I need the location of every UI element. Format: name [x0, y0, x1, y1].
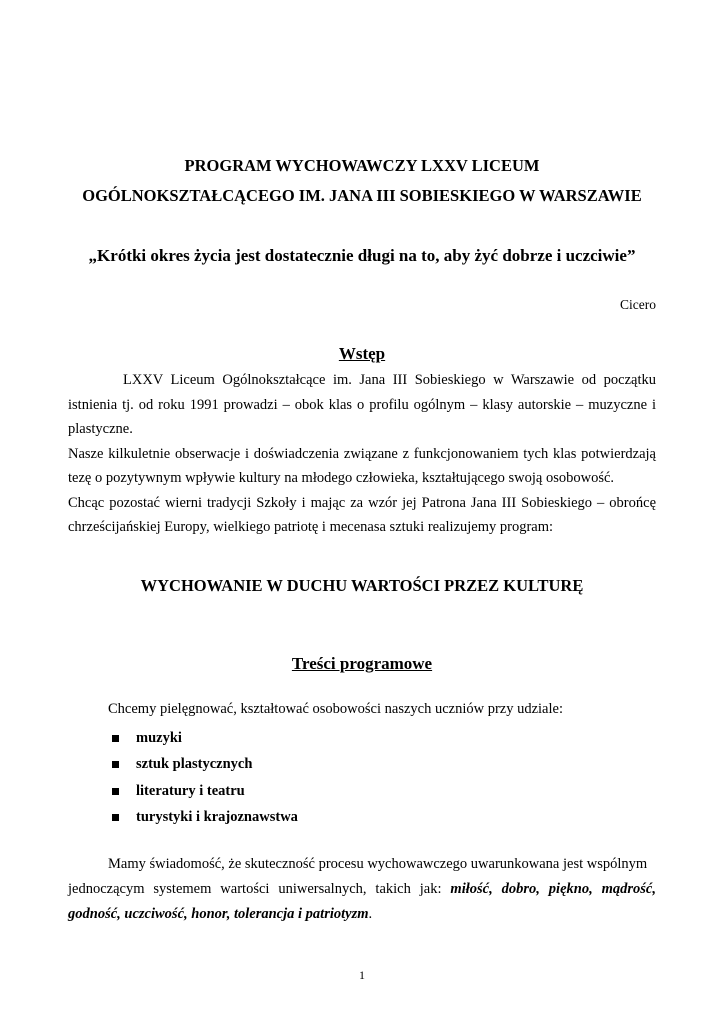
square-bullet-icon [112, 814, 119, 821]
intro-paragraph-line: Chcąc pozostać wierni tradycji Szkoły i mając za wzór jej Patrona Jana III Sobieskiego – obrońcę [68, 494, 656, 511]
document-title-line-2: OGÓLNOKSZTAŁCĄCEGO IM. JANA III SOBIESKIEGO W WARSZAWIE [82, 186, 642, 205]
square-bullet-icon [112, 735, 119, 742]
list-item [110, 805, 298, 832]
page-number: 1 [359, 968, 365, 982]
list-item [110, 725, 298, 752]
closing-line [68, 902, 656, 927]
closing-line-end: . [368, 906, 373, 922]
values-list: godność, uczciwość, honor, tolerancja i patriotyzm [68, 906, 369, 922]
square-bullet-icon [112, 788, 119, 795]
intro-paragraph-line: chrześcijańskiej Europy, wielkiego patriotę i mecenasa sztuki realizujemy program: [68, 519, 554, 535]
intro-heading [0, 344, 724, 364]
content-heading-text: Treści programowe [291, 654, 433, 673]
document-title-line-1: PROGRAM WYCHOWAWCZY LXXV LICEUM [184, 156, 540, 175]
intro-paragraph-line: plastyczne. [68, 421, 133, 437]
list-item-label: literatury i teatru [136, 782, 245, 799]
intro-paragraph-line: Nasze kilkuletnie obserwacje i doświadczenia związane z funkcjonowaniem tych klas potwierdzają [68, 445, 656, 462]
list-item-label: sztuk plastycznych [136, 756, 253, 773]
intro-paragraph-line: istnienia tj. od roku 1991 prowadzi – obok klas o profilu ogólnym – klasy autorskie – muzyczne i [68, 396, 656, 413]
list-item-label: turystyki i krajoznawstwa [136, 809, 298, 826]
closing-paragraph [68, 852, 656, 927]
intro-paragraph-line: tezę o pozytywnym wpływie kultury na młodego człowieka, kształtującego swoją osobowość. [68, 470, 615, 486]
motto-quote: „Krótki okres życia jest dostatecznie długi na to, aby żyć dobrze i uczciwie” [88, 246, 636, 265]
closing-line [68, 877, 656, 902]
content-heading [0, 654, 724, 674]
list-item [110, 752, 298, 779]
list-item [110, 778, 298, 805]
list-item-label: muzyki [136, 729, 182, 746]
closing-line: Mamy świadomość, że skuteczność procesu wychowawczego uwarunkowana jest wspólnym [108, 856, 648, 872]
square-bullet-icon [112, 761, 119, 768]
intro-paragraph-line: LXXV Liceum Ogólnokształcące im. Jana III Sobieskiego w Warszawie od początku [123, 372, 656, 388]
program-title: WYCHOWANIE W DUCHU WARTOŚCI PRZEZ KULTURĘ [140, 576, 584, 595]
closing-line-text: jednoczącym systemem wartości uniwersalnych, takich jak: [68, 881, 451, 897]
motto-author: Cicero [620, 297, 656, 312]
intro-heading-text: Wstęp [338, 344, 386, 363]
intro-paragraph [68, 368, 656, 540]
values-list: miłość, dobro, piękno, mądrość, [450, 881, 656, 897]
bullet-list [110, 725, 298, 831]
content-intro: Chcemy pielęgnować, kształtować osobowości naszych uczniów przy udziale: [108, 701, 563, 717]
